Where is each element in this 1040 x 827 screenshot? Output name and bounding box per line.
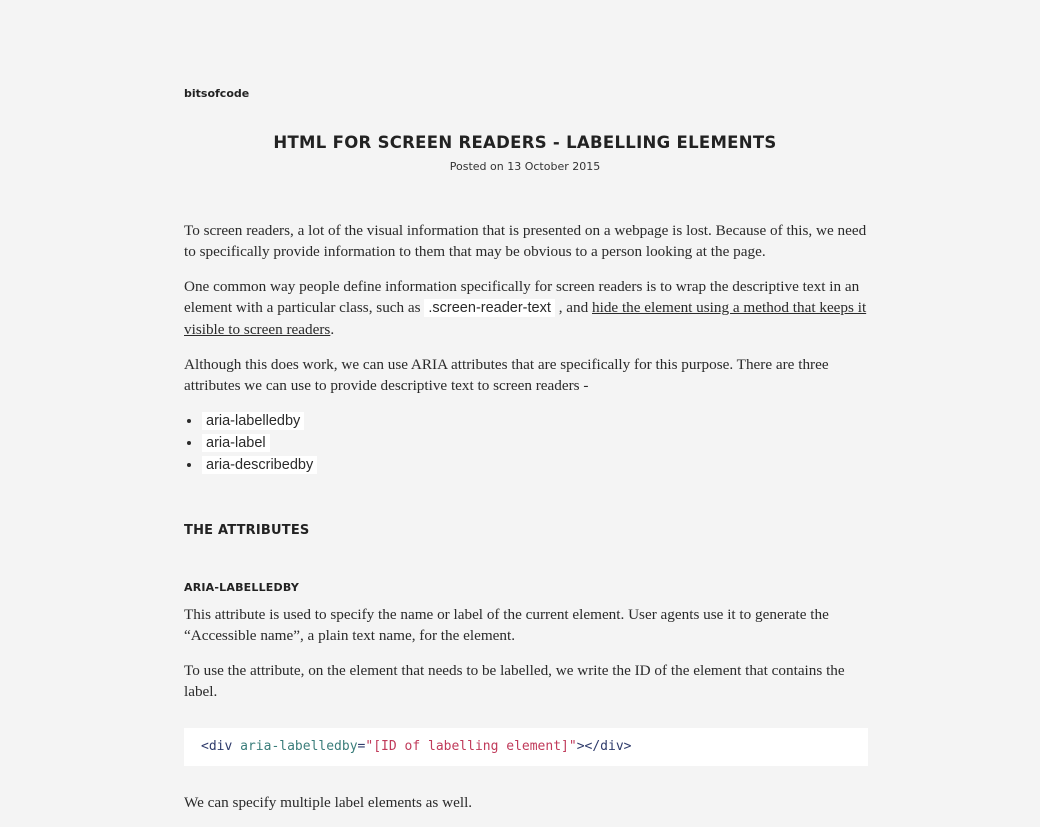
code-tag: ></div> xyxy=(576,739,632,754)
section-heading: THE ATTRIBUTES xyxy=(184,523,310,538)
code-tag: <div xyxy=(201,739,233,754)
list-item xyxy=(202,432,868,454)
code-block xyxy=(184,728,868,766)
paragraph-intro: To screen readers, a lot of the visual information that is presented on a webpage is lost. Because of this, we need to specifically provide information to them that may be obvious to a person looking at the page. xyxy=(184,222,867,260)
inline-code: aria-label xyxy=(202,434,270,452)
text: . xyxy=(330,321,335,338)
code-attr: aria-labelledby xyxy=(232,739,358,754)
attribute-list xyxy=(184,410,868,476)
subsection-heading: ARIA-LABELLEDBY xyxy=(184,581,299,594)
text: , and xyxy=(554,299,593,316)
site-name[interactable]: bitsofcode xyxy=(184,87,250,100)
paragraph: To use the attribute, on the element that needs to be labelled, we write the ID of the element that contains the label. xyxy=(184,662,845,700)
article-body xyxy=(184,220,868,827)
text: One common way people define information specifically for screen readers is to wrap the descriptive text in an element with a particular class, such as xyxy=(184,278,860,316)
paragraph-aria: Although this does work, we can use ARIA attributes that are specifically for this purpose. There are three attributes we can use to provide descriptive text to screen readers - xyxy=(184,356,829,394)
inline-code: aria-describedby xyxy=(202,456,317,474)
page-title: HTML FOR SCREEN READERS - LABELLING ELEMENTS xyxy=(273,133,777,152)
paragraph: This attribute is used to specify the name or label of the current element. User agents use it to generate the “Accessible name”, a plain text name, for the element. xyxy=(184,606,829,644)
list-item xyxy=(202,454,868,476)
post-date: Posted on 13 October 2015 xyxy=(449,160,601,173)
paragraph: We can specify multiple label elements as well. xyxy=(184,794,473,811)
code-string: "[ID of labelling element]" xyxy=(365,739,577,754)
inline-code: aria-labelledby xyxy=(202,412,304,430)
inline-code: .screen-reader-text xyxy=(424,299,555,317)
paragraph-common-way xyxy=(184,276,868,340)
code-eq: = xyxy=(357,739,366,754)
list-item xyxy=(202,410,868,432)
hide-element-link[interactable]: hide the element using a method that keeps it visible to screen readers xyxy=(184,299,867,338)
